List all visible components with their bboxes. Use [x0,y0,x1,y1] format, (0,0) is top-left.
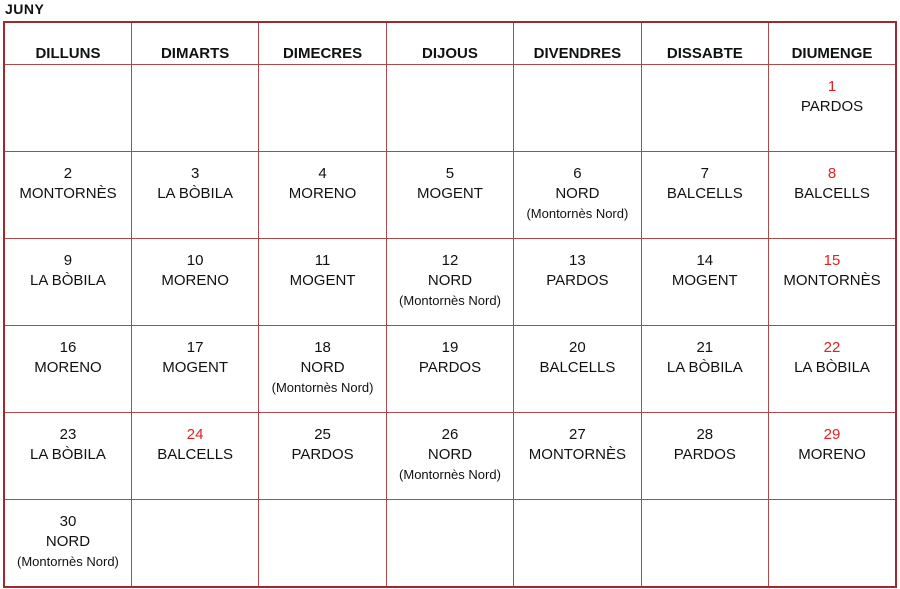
day-number-holiday: 24 [186,426,204,443]
day-cell-content [514,413,640,465]
pharmacy-name: LA BÒBILA [30,272,106,289]
day-cell [769,326,896,413]
day-number: 18 [314,339,331,356]
day-cell [769,413,896,500]
day-number-holiday: 22 [823,339,841,356]
day-cell [386,413,513,500]
day-cell [259,413,386,500]
pharmacy-name: MORENO [34,359,102,376]
pharmacy-name: NORD [427,272,473,289]
pharmacy-name: NORD [300,359,345,376]
day-number: 20 [569,339,586,356]
pharmacy-name: MONTORNÈS [19,185,117,202]
calendar-week-row [4,152,896,239]
day-cell-content [132,152,258,204]
day-cell [641,326,768,413]
day-number-holiday: 15 [823,252,841,269]
pharmacy-name: MONTORNÈS [783,272,881,289]
day-number: 30 [59,513,77,530]
pharmacy-name: BALCELLS [157,446,234,463]
day-cell-content [132,239,258,291]
pharmacy-name: MORENO [161,272,229,289]
pharmacy-name: MORENO [798,446,866,463]
day-cell-content [5,413,131,465]
weekday-wednesday: DIMECRES [259,22,386,65]
day-cell-content [769,326,895,378]
pharmacy-name: MOGENT [671,272,738,289]
pharmacy-location-note: (Montornès Nord) [526,206,629,221]
pharmacy-name: MORENO [288,185,357,202]
empty-day-cell [769,500,896,587]
day-cell-content [514,239,640,291]
day-cell [514,326,641,413]
day-number: 19 [441,339,459,356]
day-cell [514,152,641,239]
empty-day-cell [641,500,768,587]
day-number: 2 [63,165,73,182]
empty-day-cell [514,65,641,152]
day-number: 17 [186,339,204,356]
calendar-week-row [4,239,896,326]
day-number: 5 [445,165,455,182]
day-number: 21 [696,339,714,356]
calendar-week-row [4,326,896,413]
pharmacy-name: MONTORNÈS [528,446,627,463]
day-cell-content [132,413,258,465]
day-cell [4,326,131,413]
day-cell-content [769,152,895,204]
day-cell [131,152,258,239]
day-cell-content [132,326,258,378]
pharmacy-name: NORD [427,446,473,463]
empty-day-cell [131,500,258,587]
weekday-thursday: DIJOUS [386,22,513,65]
day-number-holiday: 8 [827,165,837,182]
calendar-week-row [4,413,896,500]
day-cell [386,326,513,413]
day-number: 6 [573,165,582,182]
weekday-friday: DIVENDRES [514,22,641,65]
day-cell [641,152,768,239]
day-number: 7 [700,165,709,182]
calendar-week-row [4,65,896,152]
day-cell-content [5,326,131,378]
day-cell-content [5,239,131,291]
month-title: JUNY [5,1,45,17]
day-cell [641,239,768,326]
day-number: 13 [569,252,586,269]
pharmacy-calendar [3,21,897,588]
day-cell [131,239,258,326]
empty-day-cell [386,65,513,152]
weekday-sunday: DIUMENGE [769,22,896,65]
day-cell-content [642,326,768,378]
pharmacy-name: NORD [45,533,91,550]
pharmacy-location-note: (Montornès Nord) [399,467,501,482]
day-cell-content [769,239,895,291]
pharmacy-name: BALCELLS [794,185,870,202]
weekday-monday: DILLUNS [4,22,131,65]
day-cell-content [514,326,640,378]
pharmacy-name: PARDOS [673,446,736,463]
day-cell [4,500,131,587]
day-cell-content [769,65,895,117]
day-cell [514,413,641,500]
day-cell [259,239,386,326]
day-cell-content [259,152,385,204]
day-cell-content [387,239,513,311]
pharmacy-name: PARDOS [800,98,864,115]
day-number: 25 [314,426,331,443]
day-cell-content [769,413,895,465]
day-cell [259,326,386,413]
weekday-tuesday: DIMARTS [131,22,258,65]
day-cell-content [387,413,513,485]
day-cell-content [642,413,768,465]
day-number: 16 [59,339,77,356]
day-number: 14 [696,252,714,269]
day-cell [386,239,513,326]
day-cell [4,239,131,326]
day-cell-content [514,152,640,224]
pharmacy-name: BALCELLS [666,185,743,202]
pharmacy-name: NORD [555,185,600,202]
day-cell [4,152,131,239]
pharmacy-name: BALCELLS [539,359,616,376]
pharmacy-name: LA BÒBILA [30,446,106,463]
day-cell [769,152,896,239]
day-number: 9 [63,252,73,269]
pharmacy-name: MOGENT [162,359,229,376]
empty-day-cell [259,65,386,152]
pharmacy-name: PARDOS [418,359,482,376]
pharmacy-name: MOGENT [289,272,356,289]
day-number: 11 [314,252,331,269]
day-cell [131,413,258,500]
day-cell [641,413,768,500]
day-number-holiday: 29 [823,426,841,443]
empty-day-cell [641,65,768,152]
pharmacy-location-note: (Montornès Nord) [399,293,501,308]
calendar-body [4,65,896,587]
day-number: 4 [318,165,327,182]
empty-day-cell [131,65,258,152]
pharmacy-name: LA BÒBILA [666,359,743,376]
day-number: 26 [441,426,459,443]
day-cell [131,326,258,413]
day-cell-content [642,152,768,204]
weekday-header-row [4,22,896,65]
day-cell [259,152,386,239]
day-cell [4,413,131,500]
day-cell-content [387,152,513,204]
day-cell-content [259,413,385,465]
day-cell-content [5,152,131,204]
calendar-week-row [4,500,896,587]
pharmacy-name: LA BÒBILA [794,359,870,376]
day-number: 27 [569,426,586,443]
day-cell-content [259,239,385,291]
day-number: 23 [59,426,77,443]
weekday-header [4,22,896,65]
empty-day-cell [514,500,641,587]
day-number-holiday: 1 [827,78,837,95]
day-number: 3 [190,165,200,182]
day-number: 12 [441,252,459,269]
weekday-saturday: DISSABTE [641,22,768,65]
pharmacy-name: PARDOS [291,446,354,463]
empty-day-cell [259,500,386,587]
empty-day-cell [386,500,513,587]
day-cell-content [387,326,513,378]
day-cell [769,65,896,152]
pharmacy-location-note: (Montornès Nord) [17,554,119,569]
pharmacy-name: PARDOS [546,272,609,289]
day-number: 28 [696,426,714,443]
day-number: 10 [186,252,204,269]
day-cell-content [259,326,385,398]
pharmacy-name: MOGENT [417,185,483,202]
day-cell [386,152,513,239]
day-cell [514,239,641,326]
empty-day-cell [4,65,131,152]
day-cell-content [5,500,131,572]
day-cell [769,239,896,326]
day-cell-content [642,239,768,291]
pharmacy-name: LA BÒBILA [157,185,234,202]
pharmacy-location-note: (Montornès Nord) [271,380,374,395]
